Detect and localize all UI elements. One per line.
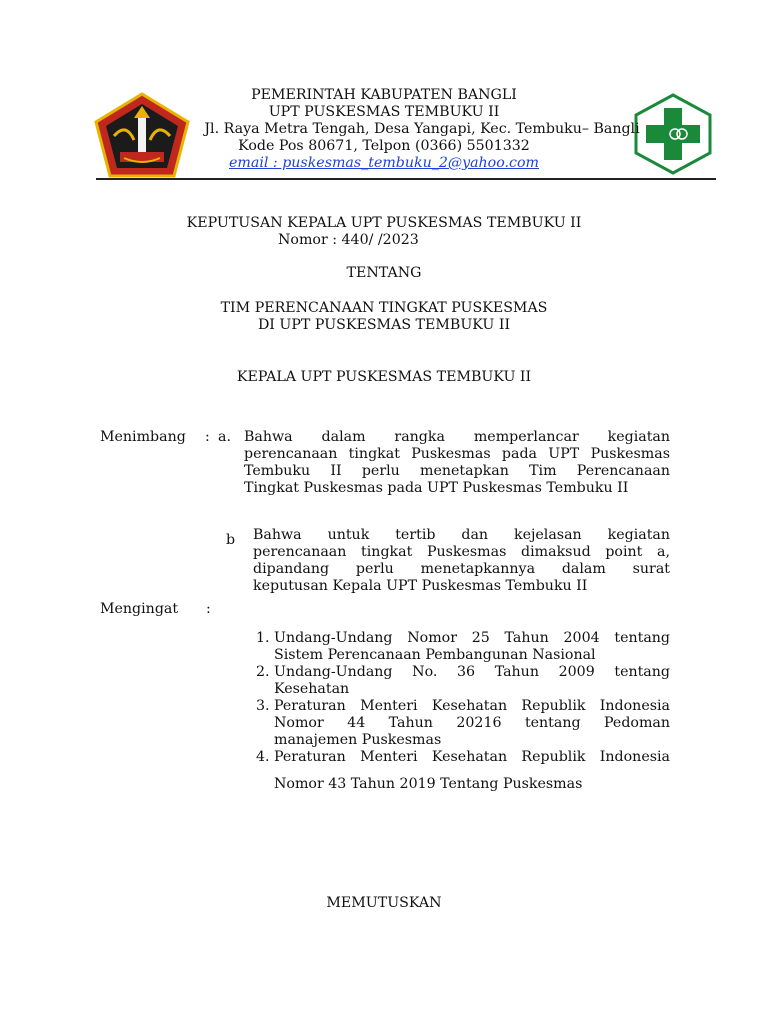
mengingat-marker-4: 4. <box>256 749 270 765</box>
mengingat-item-3 <box>274 698 670 749</box>
decree-title: KEPUTUSAN KEPALA UPT PUSKESMAS TEMBUKU II <box>186 215 582 231</box>
menimbang-a-line: Tembuku II perlu menetapkan Tim Perencanaan <box>244 463 670 479</box>
mengingat-item-1 <box>274 630 670 664</box>
mengingat-label: Mengingat <box>100 601 179 617</box>
menimbang-marker-b: b <box>226 532 236 548</box>
mengingat-marker-2: 2. <box>256 664 270 680</box>
email-link[interactable]: email : puskesmas_tembuku_2@yahoo.com <box>229 155 539 171</box>
mengingat-colon: : <box>206 601 211 617</box>
mengingat-3-line: Peraturan Menteri Kesehatan Republik Indonesia <box>274 698 670 714</box>
subject-line-1: TIM PERENCANAAN TINGKAT PUSKESMAS <box>220 300 548 316</box>
letterhead-institution: UPT PUSKESMAS TEMBUKU II <box>268 104 500 120</box>
header-divider <box>96 178 716 180</box>
subject-line-2: DI UPT PUSKESMAS TEMBUKU II <box>257 317 511 333</box>
mengingat-marker-1: 1. <box>256 630 270 646</box>
mengingat-3-line: manajemen Puskesmas <box>274 732 442 748</box>
menimbang-a-line: perencanaan tingkat Puskesmas pada UPT Puskesmas <box>244 446 670 462</box>
mengingat-2-line: Kesehatan <box>274 681 350 697</box>
mengingat-2-line: Undang-Undang No. 36 Tahun 2009 tentang <box>274 664 670 680</box>
letterhead-address: Jl. Raya Metra Tengah, Desa Yangapi, Kec. Tembuku– Bangli <box>204 121 640 137</box>
letterhead-postal: Kode Pos 80671, Telpon (0366) 5501332 <box>238 138 530 154</box>
menimbang-label: Menimbang <box>100 429 186 445</box>
menimbang-b-line: perencanaan tingkat Puskesmas dimaksud point a, <box>253 544 670 560</box>
menimbang-item-a <box>244 429 670 497</box>
menimbang-marker-a: a. <box>218 429 231 445</box>
mengingat-4-line: Peraturan Menteri Kesehatan Republik Indonesia <box>274 749 670 765</box>
decree-number: Nomor : 440/ /2023 <box>278 232 419 248</box>
letterhead-government: PEMERINTAH KABUPATEN BANGLI <box>251 87 517 103</box>
mengingat-3-line: Nomor 44 Tahun 20216 tentang Pedoman <box>274 715 670 731</box>
menimbang-b-line: dipandang perlu menetapkannya dalam surat <box>253 561 670 577</box>
menimbang-a-line: Bahwa dalam rangka memperlancar kegiatan <box>244 429 670 445</box>
menimbang-b-line: keputusan Kepala UPT Puskesmas Tembuku II <box>253 578 588 594</box>
menimbang-a-line: Tingkat Puskesmas pada UPT Puskesmas Tembuku II <box>244 480 629 496</box>
mengingat-item-4 <box>274 749 670 766</box>
menimbang-b-line: Bahwa untuk tertib dan kejelasan kegiatan <box>253 527 670 543</box>
decision-heading: MEMUTUSKAN <box>326 895 442 911</box>
menimbang-colon: : <box>205 429 210 445</box>
mengingat-4-line: Nomor 43 Tahun 2019 Tentang Puskesmas <box>274 776 583 792</box>
mengingat-item-2 <box>274 664 670 698</box>
mengingat-marker-3: 3. <box>256 698 270 714</box>
about-heading: TENTANG <box>346 265 422 281</box>
mengingat-1-line: Sistem Perencanaan Pembangunan Nasional <box>274 647 596 663</box>
mengingat-1-line: Undang-Undang Nomor 25 Tahun 2004 tentang <box>274 630 670 646</box>
issuer-heading: KEPALA UPT PUSKESMAS TEMBUKU II <box>236 369 532 385</box>
menimbang-item-b <box>253 527 670 595</box>
